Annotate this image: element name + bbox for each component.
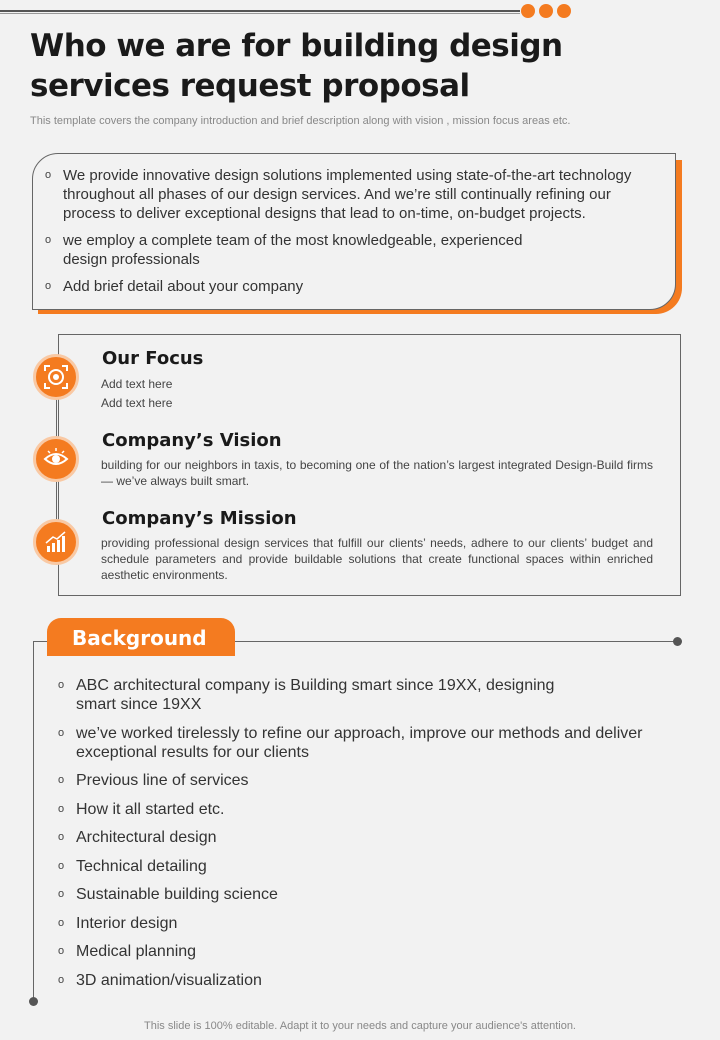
background-heading: Background xyxy=(47,618,235,656)
vision-circle xyxy=(33,436,79,482)
list-item-text: 3D animation/visualization xyxy=(76,971,262,989)
list-item-text: ABC architectural company is Building smart since 19XX, designing smart since 19XX xyxy=(76,677,555,713)
bullet-icon: o xyxy=(58,679,65,691)
list-item-text: Interior design xyxy=(76,914,178,932)
list-item xyxy=(58,857,658,876)
background-list xyxy=(58,676,658,999)
intro-box xyxy=(32,153,676,310)
list-item-text: Architectural design xyxy=(76,829,217,846)
bullet-icon: o xyxy=(58,859,65,872)
eye-icon xyxy=(43,446,69,472)
dot-1 xyxy=(521,4,535,18)
bullet-icon: o xyxy=(45,234,52,246)
dot-3 xyxy=(557,4,571,18)
list-item-text: Previous line of services xyxy=(76,772,249,789)
frame-end-dot xyxy=(673,637,682,646)
list-item xyxy=(58,971,658,990)
target-icon xyxy=(43,364,69,390)
list-item xyxy=(58,942,658,961)
vision-title: Company’s Vision xyxy=(102,430,282,451)
intro-item-text: We provide innovative design solutions implemented using state-of-the-art technology throughout all phases of our design services. And we’re still continually refining our process to deliver exceptional designs that lead to on-time, on-budget projects. xyxy=(63,167,632,222)
bullet-icon: o xyxy=(58,945,65,957)
list-item xyxy=(58,676,598,714)
top-rule-thin xyxy=(0,13,520,14)
footer-note: This slide is 100% editable. Adapt it to your needs and capture your audience's attention. xyxy=(144,1020,576,1032)
bullet-icon: o xyxy=(58,802,65,815)
list-item-text: Medical planning xyxy=(76,943,197,960)
bullet-icon: o xyxy=(45,280,52,292)
page-subtitle: This template covers the company introduction and brief description along with vision , mission focus areas etc. xyxy=(30,115,571,127)
focus-line-2: Add text here xyxy=(101,396,173,410)
intro-item-text: we employ a complete team of the most knowledgeable, experienced design professionals xyxy=(63,232,523,268)
list-item-text: How it all started etc. xyxy=(76,800,225,818)
bullet-icon: o xyxy=(58,726,65,739)
intro-item xyxy=(45,166,665,223)
list-item xyxy=(58,771,658,790)
bullet-icon: o xyxy=(45,169,52,181)
dot-2 xyxy=(539,4,553,18)
growth-chart-icon xyxy=(43,529,69,555)
mission-title: Company’s Mission xyxy=(102,508,297,529)
bullet-icon: o xyxy=(58,888,65,900)
focus-line-1: Add text here xyxy=(101,377,173,391)
decorative-dots xyxy=(521,4,571,18)
bullet-icon: o xyxy=(58,973,65,986)
vision-text: building for our neighbors in taxis, to becoming one of the nation’s largest integrated Design-Build firms — we’ve always built smart. xyxy=(101,458,653,488)
focus-circle xyxy=(33,354,79,400)
list-item-text: Technical detailing xyxy=(76,857,207,875)
bullet-icon: o xyxy=(58,774,65,786)
list-item xyxy=(58,828,658,847)
intro-item xyxy=(45,231,565,269)
list-item xyxy=(58,800,658,819)
list-item-text: we’ve worked tirelessly to refine our approach, improve our methods and deliver exceptional results for our clients xyxy=(76,724,643,761)
frame-end-dot xyxy=(29,997,38,1006)
intro-item xyxy=(45,277,665,296)
background-frame-left xyxy=(33,641,34,1001)
bullet-icon: o xyxy=(58,916,65,929)
top-rule xyxy=(0,10,520,12)
focus-title: Our Focus xyxy=(102,348,204,369)
list-item-text: Sustainable building science xyxy=(76,886,278,903)
intro-item-text: Add brief detail about your company xyxy=(63,278,304,295)
list-item xyxy=(58,885,658,904)
mission-circle xyxy=(33,519,79,565)
list-item xyxy=(58,914,658,933)
bullet-icon: o xyxy=(58,831,65,843)
mission-text: providing professional design services that fulfill our clients’ needs, adhere to our clients’ budget and schedule parameters and provide buildable solutions that create functional spaces within enriched aesthetic environments. xyxy=(101,536,653,582)
page-title: Who we are for building design services request proposal xyxy=(30,28,563,104)
list-item xyxy=(58,724,658,762)
